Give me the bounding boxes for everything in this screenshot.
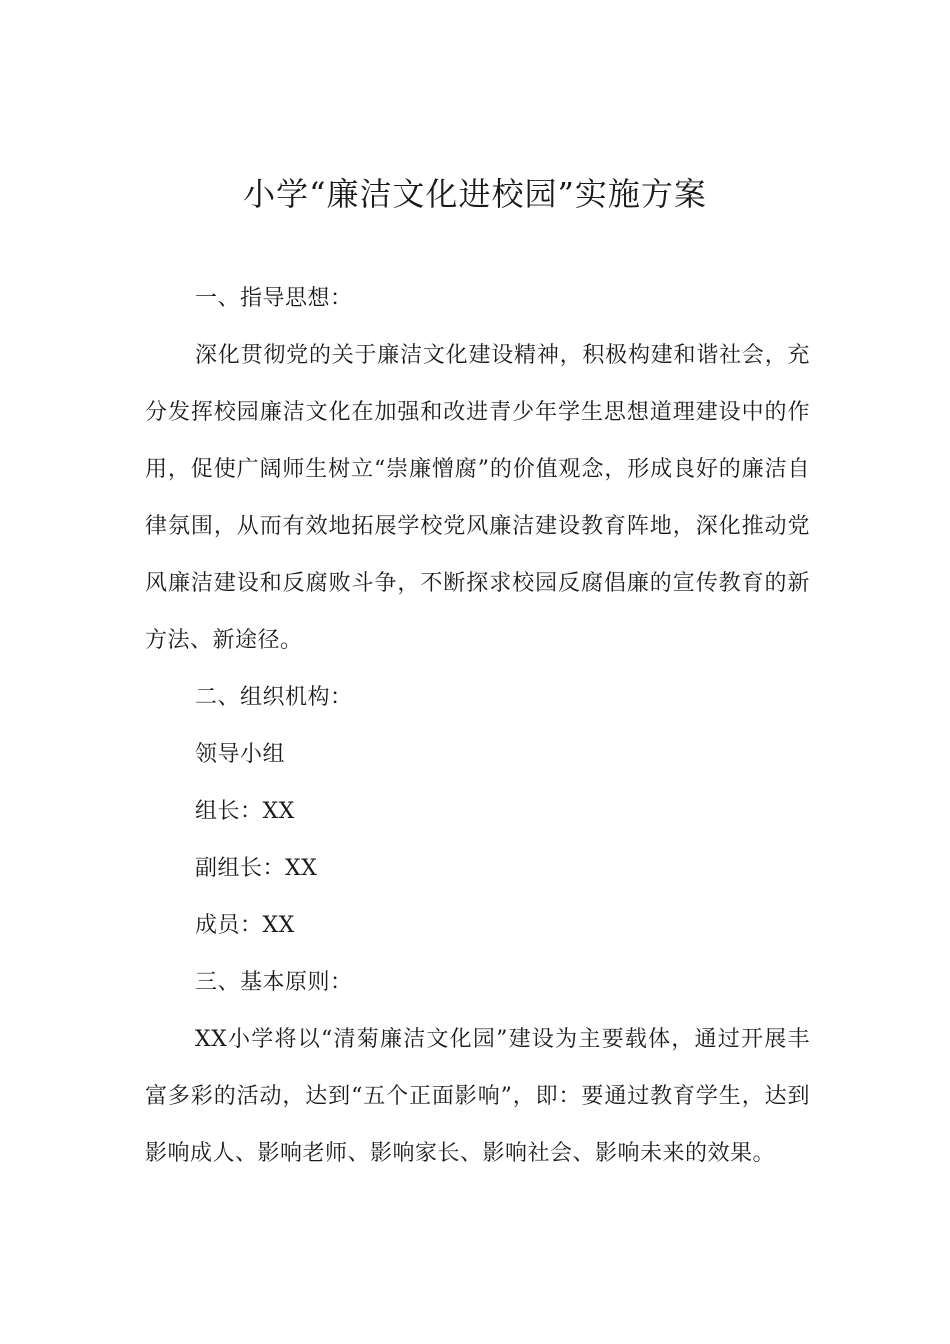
section-heading-basic-principles: 三、基本原则： (195, 970, 353, 995)
line-group-leader: 组长：XX (195, 799, 295, 824)
line-deputy-leader: 副组长：XX (195, 856, 318, 881)
line-members: 成员：XX (195, 913, 295, 938)
paragraph-basic-principles: XX小学将以“清菊廉洁文化园”建设为主要载体，通过开展丰富多彩的活动，达到“五个正面影响”，即：要通过教育学生，达到影响成人、影响老师、影响家长、影响社会、影响未来的效果。 (145, 1027, 810, 1166)
document-body (145, 270, 810, 1182)
section-heading-organization: 二、组织机构： (195, 685, 353, 710)
paragraph-guiding-ideology: 深化贯彻党的关于廉洁文化建设精神，积极构建和谐社会，充分发挥校园廉洁文化在加强和改进青少年学生思想道理建设中的作用，促使广阔师生树立“崇廉憎腐”的价值观念，形成良好的廉洁自律氛围，从而有效地拓展学校党风廉洁建设教育阵地，深化推动党风廉洁建设和反腐败斗争，不断探求校园反腐倡廉的宣传教育的新方法、新途径。 (145, 343, 810, 653)
document-title: 小学“廉洁文化进校园”实施方案 (243, 175, 707, 213)
section-heading-guiding-ideology: 一、指导思想： (195, 286, 353, 311)
line-leadership-group: 领导小组 (195, 742, 286, 767)
